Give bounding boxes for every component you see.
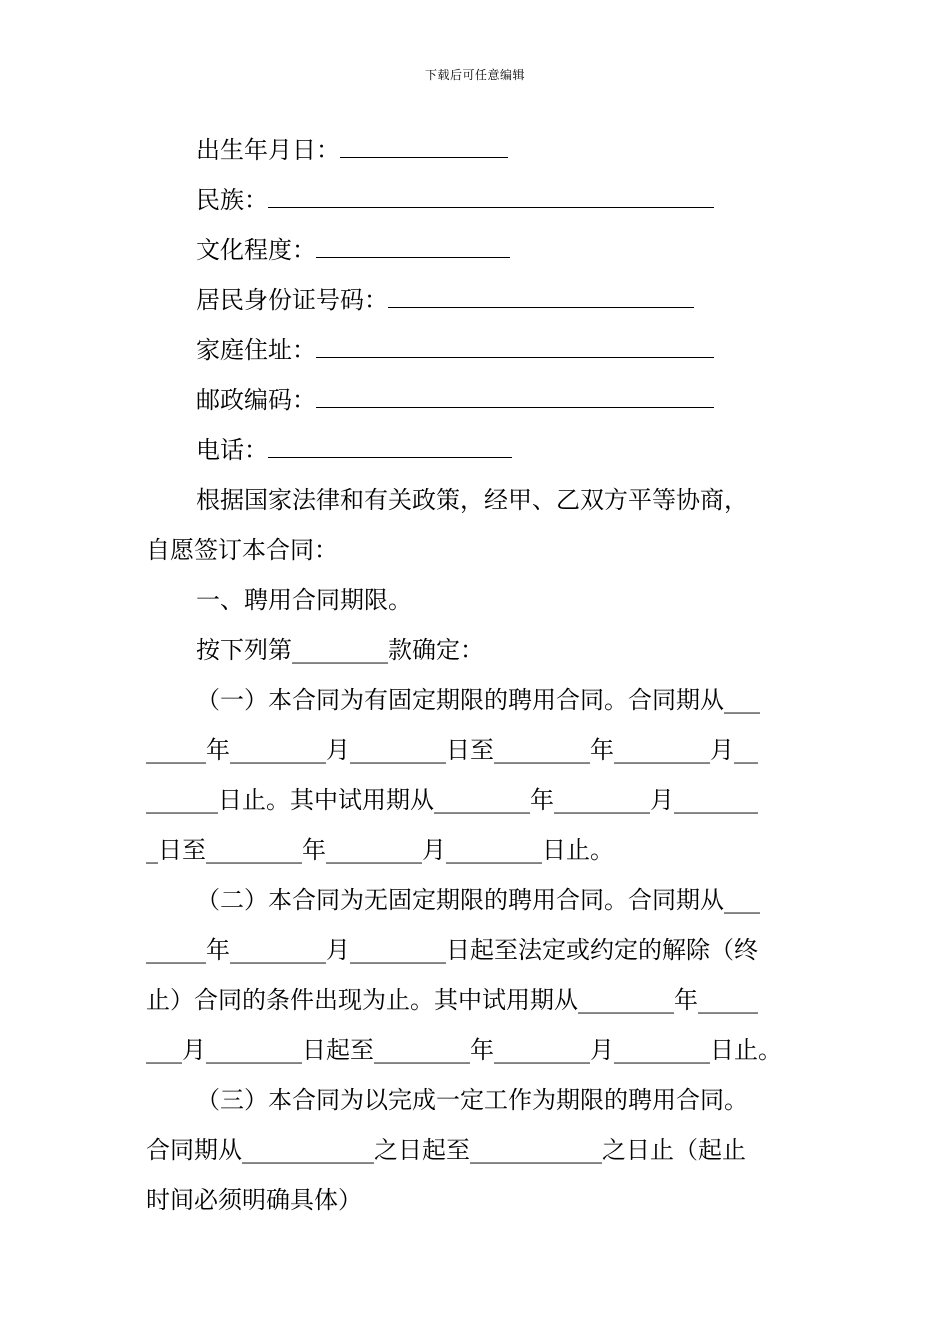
clause3-line-1: （三）本合同为以完成一定工作为期限的聘用合同。 (196, 1086, 748, 1114)
blank-line (316, 235, 510, 258)
field-label: 民族： (196, 186, 268, 214)
blank-line (268, 435, 512, 458)
clause1-line-2: _____年________月________日至________年________月__ (146, 736, 758, 764)
clause2-line-3: 止）合同的条件出现为止。其中试用期从________年_____ (146, 986, 758, 1014)
blank-line (268, 185, 714, 208)
birthdate-field (196, 135, 508, 165)
ethnicity-field (196, 185, 714, 215)
section-title: 一、聘用合同期限。 (196, 586, 412, 614)
phone-field (196, 435, 512, 465)
clause3-line-2: 合同期从___________之日起至___________之日止（起止 (146, 1136, 746, 1164)
education-field (196, 235, 510, 265)
field-label: 邮政编码： (196, 386, 316, 414)
intro-line-1: 根据国家法律和有关政策，经甲、乙双方平等协商， (196, 486, 748, 514)
page-header: 下载后可任意编辑 (424, 68, 525, 82)
field-label: 居民身份证号码： (196, 286, 388, 314)
clause3-line-3: 时间必须明确具体） (146, 1186, 362, 1214)
field-label: 家庭住址： (196, 336, 316, 364)
field-label: 电话： (196, 436, 268, 464)
blank-line (316, 385, 714, 408)
id-number-field (196, 285, 694, 315)
address-field (196, 335, 714, 365)
clause1-line-4: _日至________年________月________日止。 (146, 836, 614, 864)
blank-line (340, 135, 508, 158)
clause1-line-1: （一）本合同为有固定期限的聘用合同。合同期从___ (196, 686, 760, 714)
intro-line-2: 自愿签订本合同： (146, 536, 338, 564)
clause2-line-1: （二）本合同为无固定期限的聘用合同。合同期从___ (196, 886, 760, 914)
clause2-line-4: ___月________日起至________年________月________日止。 (146, 1036, 782, 1064)
clause1-line-3: ______日止。其中试用期从________年________月_______ (146, 786, 758, 814)
field-label: 出生年月日： (196, 136, 340, 164)
blank-line (388, 285, 694, 308)
field-label: 文化程度： (196, 236, 316, 264)
clause2-line-2: _____年________月________日起至法定或约定的解除（终 (146, 936, 758, 964)
postcode-field (196, 385, 714, 415)
section-select: 按下列第________款确定： (196, 636, 484, 664)
blank-line (316, 335, 714, 358)
